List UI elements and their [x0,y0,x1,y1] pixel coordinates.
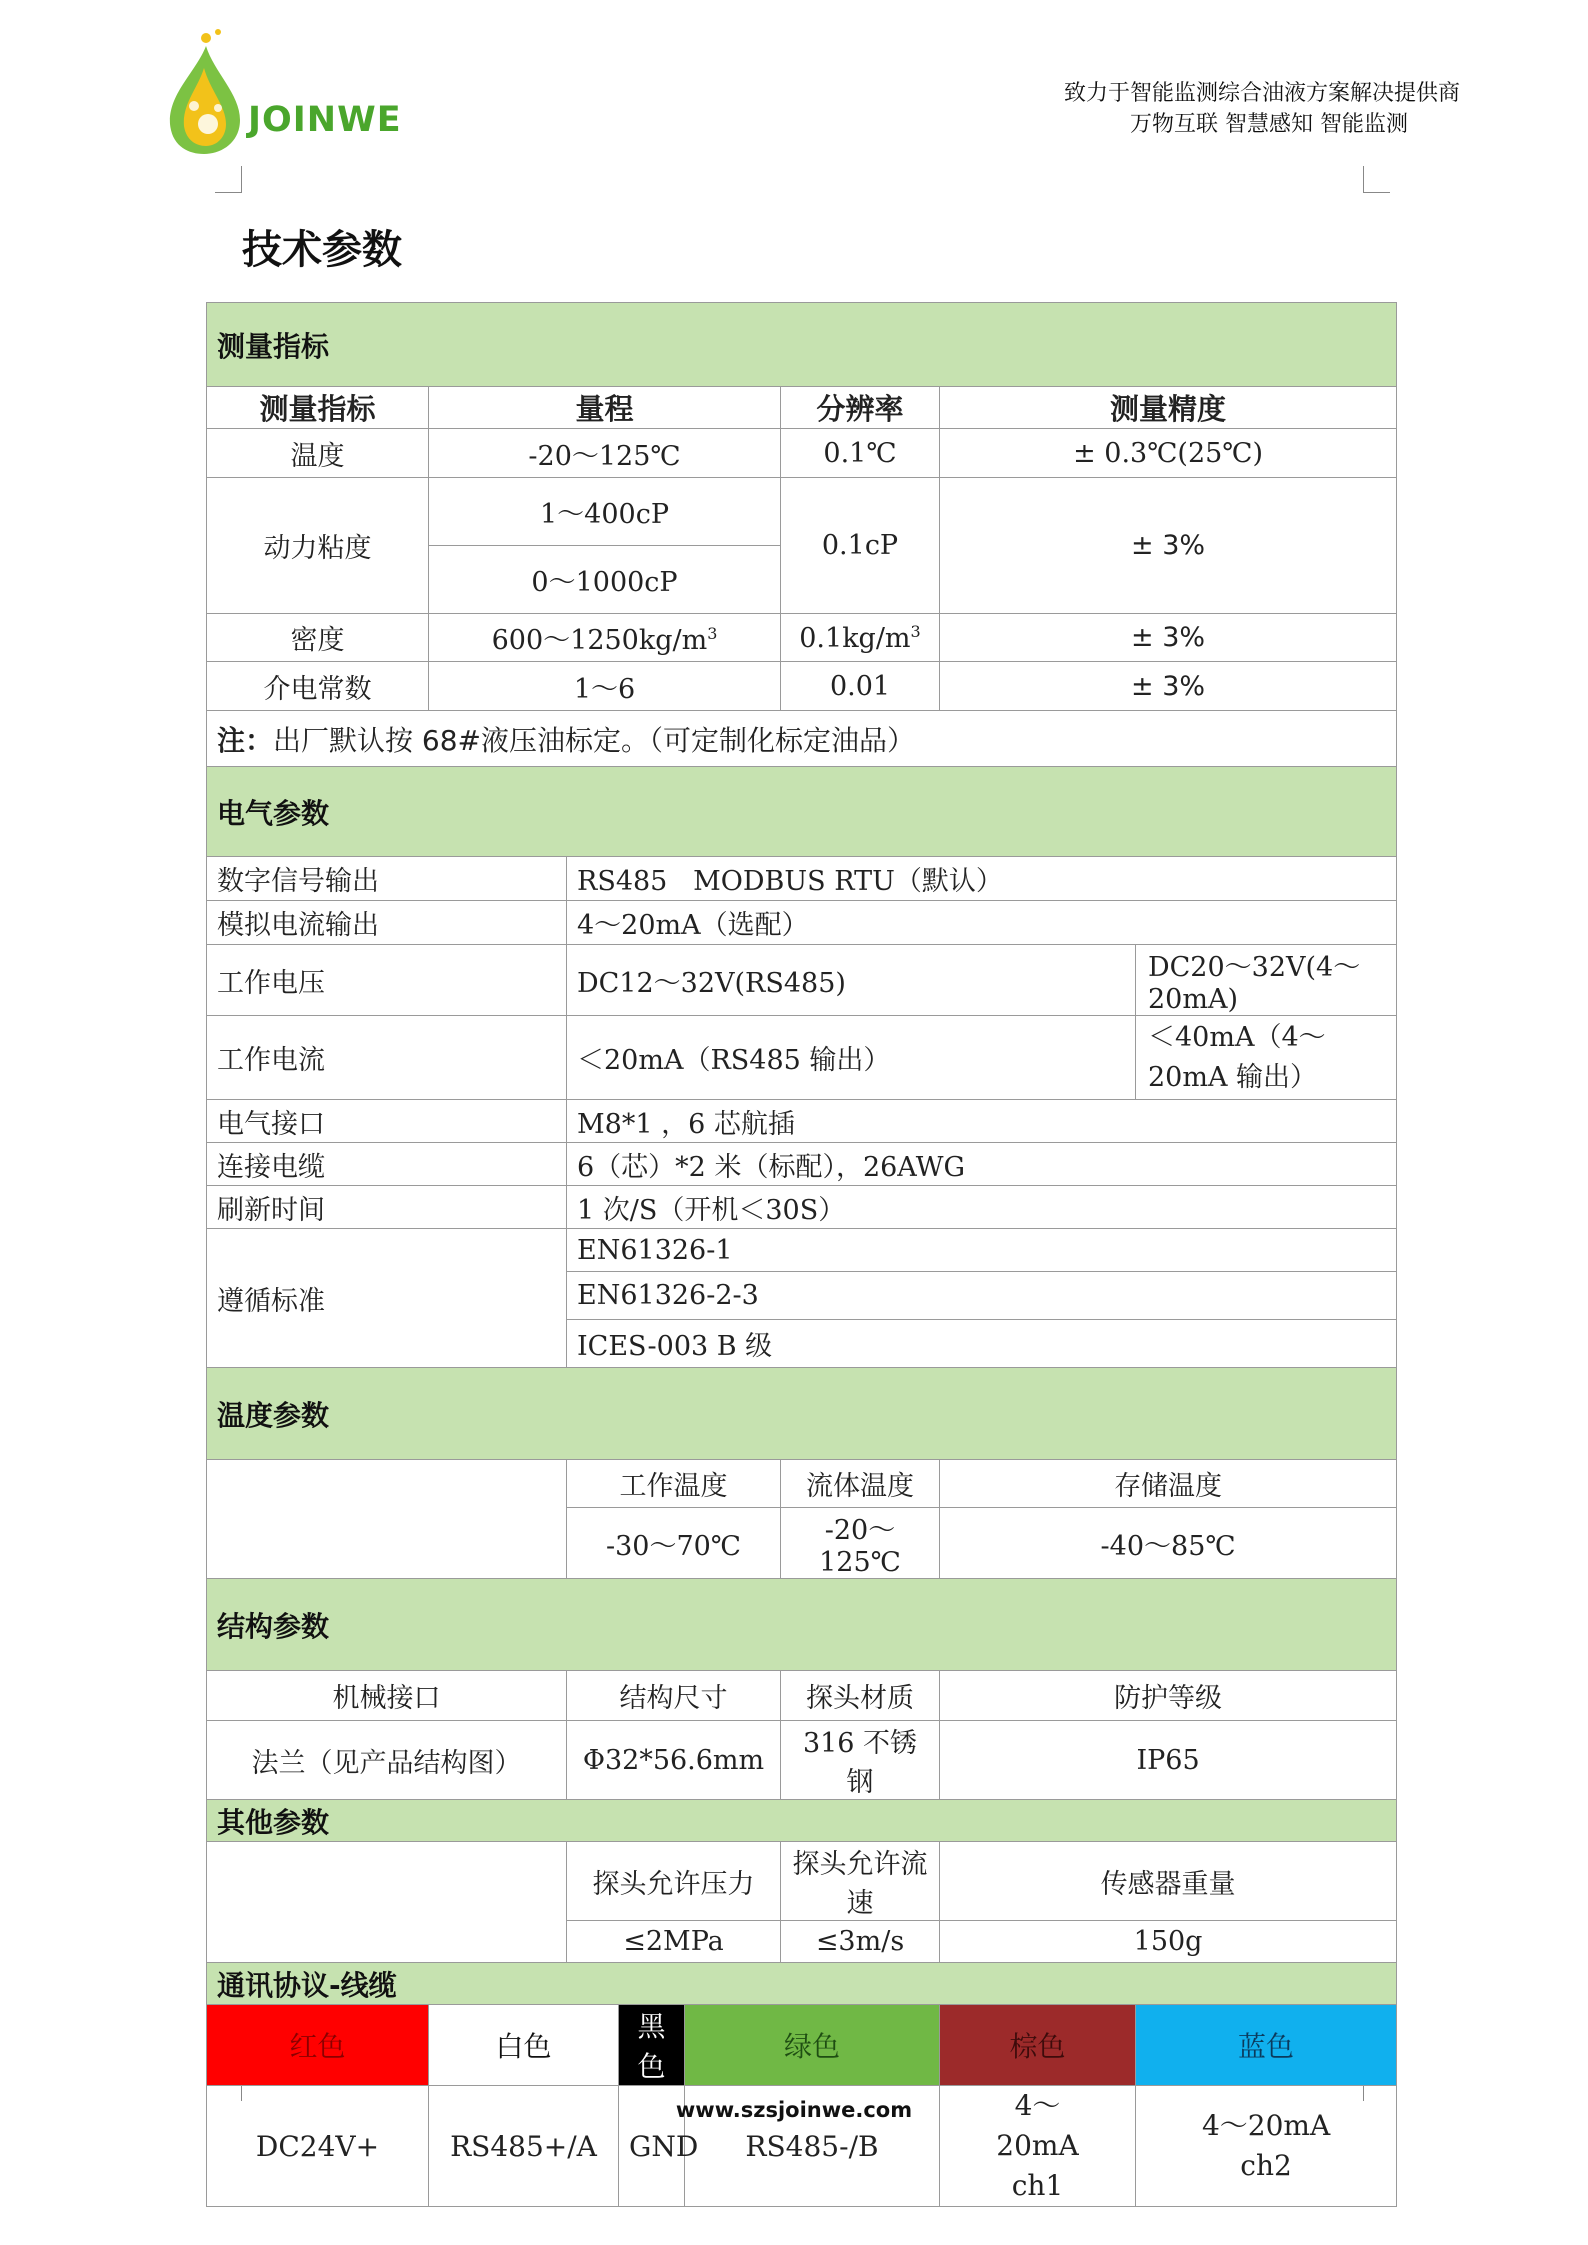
table-header: 结构尺寸 [567,1671,781,1721]
table-header: 探头允许压力 [567,1842,781,1921]
table-header: 测量指标 [207,387,429,429]
table-row [207,857,1397,901]
empty-cell [207,1842,567,1963]
table-cell: EN61326-1 [567,1229,1397,1272]
table-header: 流体温度 [781,1460,940,1508]
table-cell: ＜20mA（RS485 输出） [567,1016,1136,1100]
table-cell: 温度 [207,429,429,478]
table-row [207,1229,1397,1272]
density-range: 600～1250kg/m [491,625,708,656]
table-cell: -20～125℃ [429,429,781,478]
company-logo [160,28,440,158]
table-cell: 介电常数 [207,662,429,711]
company-slogan [1064,78,1460,140]
crop-mark-top-right [1363,166,1390,193]
section-header-electrical: 电气参数 [207,767,1397,857]
table-row [207,1671,1397,1721]
table-header: 探头材质 [781,1671,940,1721]
table-cell: 连接电缆 [207,1143,567,1186]
table-cell: ± 3% [940,662,1397,711]
table-cell: 0～1000cP [429,546,781,614]
table-cell: ＜40mA（4～20mA 输出） [1136,1016,1397,1100]
table-cell [781,614,940,662]
table-cell: -40～85℃ [940,1508,1397,1579]
table-cell: 1～400cP [429,478,781,546]
table-header: 机械接口 [207,1671,567,1721]
table-row [207,901,1397,945]
table-cell: IP65 [940,1721,1397,1800]
table-cell [429,614,781,662]
table-row [207,711,1397,767]
wire-function: 4～20mA ch2 [1136,2086,1397,2207]
section-header-other: 其他参数 [207,1800,1397,1842]
page-title: 技术参数 [242,227,402,273]
table-header: 探头允许流速 [781,1842,940,1921]
table-cell: 4～20mA（选配） [567,901,1397,945]
section-header-measure: 测量指标 [207,303,1397,387]
table-cell: DC20～32V(4～20mA) [1136,945,1397,1016]
wire-color-blue: 蓝色 [1136,2005,1397,2086]
table-cell: 150g [940,1921,1397,1963]
table-header: 测量精度 [940,387,1397,429]
table-cell: -30～70℃ [567,1508,781,1579]
table-row [207,387,1397,429]
table-cell: 6（芯）*2 米（标配），26AWG [567,1143,1397,1186]
wire-function: RS485+/A [429,2086,619,2207]
wire-color-brown: 棕色 [940,2005,1136,2086]
table-header: 工作温度 [567,1460,781,1508]
table-cell: ≤3m/s [781,1921,940,1963]
table-cell: 1 次/S（开机＜30S） [567,1186,1397,1229]
table-cell: -20～125℃ [781,1508,940,1579]
section-header-temperature: 温度参数 [207,1368,1397,1460]
table-cell: 1～6 [429,662,781,711]
table-row [207,1186,1397,1229]
table-cell: RS485 MODBUS RTU（默认） [567,857,1397,901]
wire-color-black: 黑色 [619,2005,685,2086]
wire-color-red: 红色 [207,2005,429,2086]
wire-function: GND [619,2086,685,2207]
table-header: 传感器重量 [940,1842,1397,1921]
brand-name: JOINWE [248,100,402,140]
table-cell: 电气接口 [207,1100,567,1143]
note-label: 注： [217,723,274,757]
table-header: 量程 [429,387,781,429]
table-cell: 0.1℃ [781,429,940,478]
oil-drop-logo-icon [160,28,250,158]
wire-color-row [207,2005,1397,2086]
wire-function: 4～20mA ch1 [940,2086,1136,2207]
table-row [207,429,1397,478]
table-cell: 316 不锈钢 [781,1721,940,1800]
table-cell: ICES-003 B 级 [567,1320,1397,1368]
note-text: 出厂默认按 68#液压油标定。（可定制化标定油品） [273,723,916,757]
table-header: 分辨率 [781,387,940,429]
footer-url: www.szsjoinwe.com [675,2098,913,2122]
table-cell: 工作电压 [207,945,567,1016]
table-row [207,1842,1397,1921]
table-cell: 法兰（见产品结构图） [207,1721,567,1800]
table-cell: 模拟电流输出 [207,901,567,945]
slogan-line-1: 致力于智能监测综合油液方案解决提供商 [1063,81,1460,106]
table-cell: ± 0.3℃(25℃) [940,429,1397,478]
table-row [207,1143,1397,1186]
table-row [207,1460,1397,1508]
table-header: 防护等级 [940,1671,1397,1721]
table-row [207,478,1397,546]
section-header-structure: 结构参数 [207,1579,1397,1671]
table-cell: EN61326-2-3 [567,1272,1397,1320]
density-resolution: 0.1kg/m [799,622,911,654]
table-cell: ≤2MPa [567,1921,781,1963]
table-cell: 遵循标准 [207,1229,567,1368]
table-header: 存储温度 [940,1460,1397,1508]
table-cell: 动力粘度 [207,478,429,614]
table-cell: ± 3% [940,478,1397,614]
table-cell: 0.01 [781,662,940,711]
table-cell: 工作电流 [207,1016,567,1100]
table-cell: M8*1 ，6 芯航插 [567,1100,1397,1143]
wire-color-white: 白色 [429,2005,619,2086]
table-row [207,662,1397,711]
table-cell: ± 3% [940,614,1397,662]
superscript: 3 [707,624,718,643]
table-cell: DC12～32V(RS485) [567,945,1136,1016]
table-cell: Φ32*56.6mm [567,1721,781,1800]
wire-function: RS485-/B [685,2086,940,2207]
empty-cell [207,1460,567,1579]
table-row [207,1721,1397,1800]
section-header-wiring: 通讯协议-线缆 [207,1963,1397,2005]
table-row [207,945,1397,1016]
slogan-line-2: 万物互联 智慧感知 智能监测 [1130,112,1408,137]
table-row [207,614,1397,662]
wire-color-green: 绿色 [685,2005,940,2086]
table-row [207,1016,1397,1100]
spec-table [206,302,1397,2207]
table-cell: 0.1cP [781,478,940,614]
table-row [207,1100,1397,1143]
table-cell: 数字信号输出 [207,857,567,901]
superscript: 3 [910,621,921,641]
table-cell: 密度 [207,614,429,662]
wire-function: DC24V+ [207,2086,429,2207]
crop-mark-top-left [215,166,242,193]
table-cell: 刷新时间 [207,1186,567,1229]
note-cell [207,711,1397,767]
